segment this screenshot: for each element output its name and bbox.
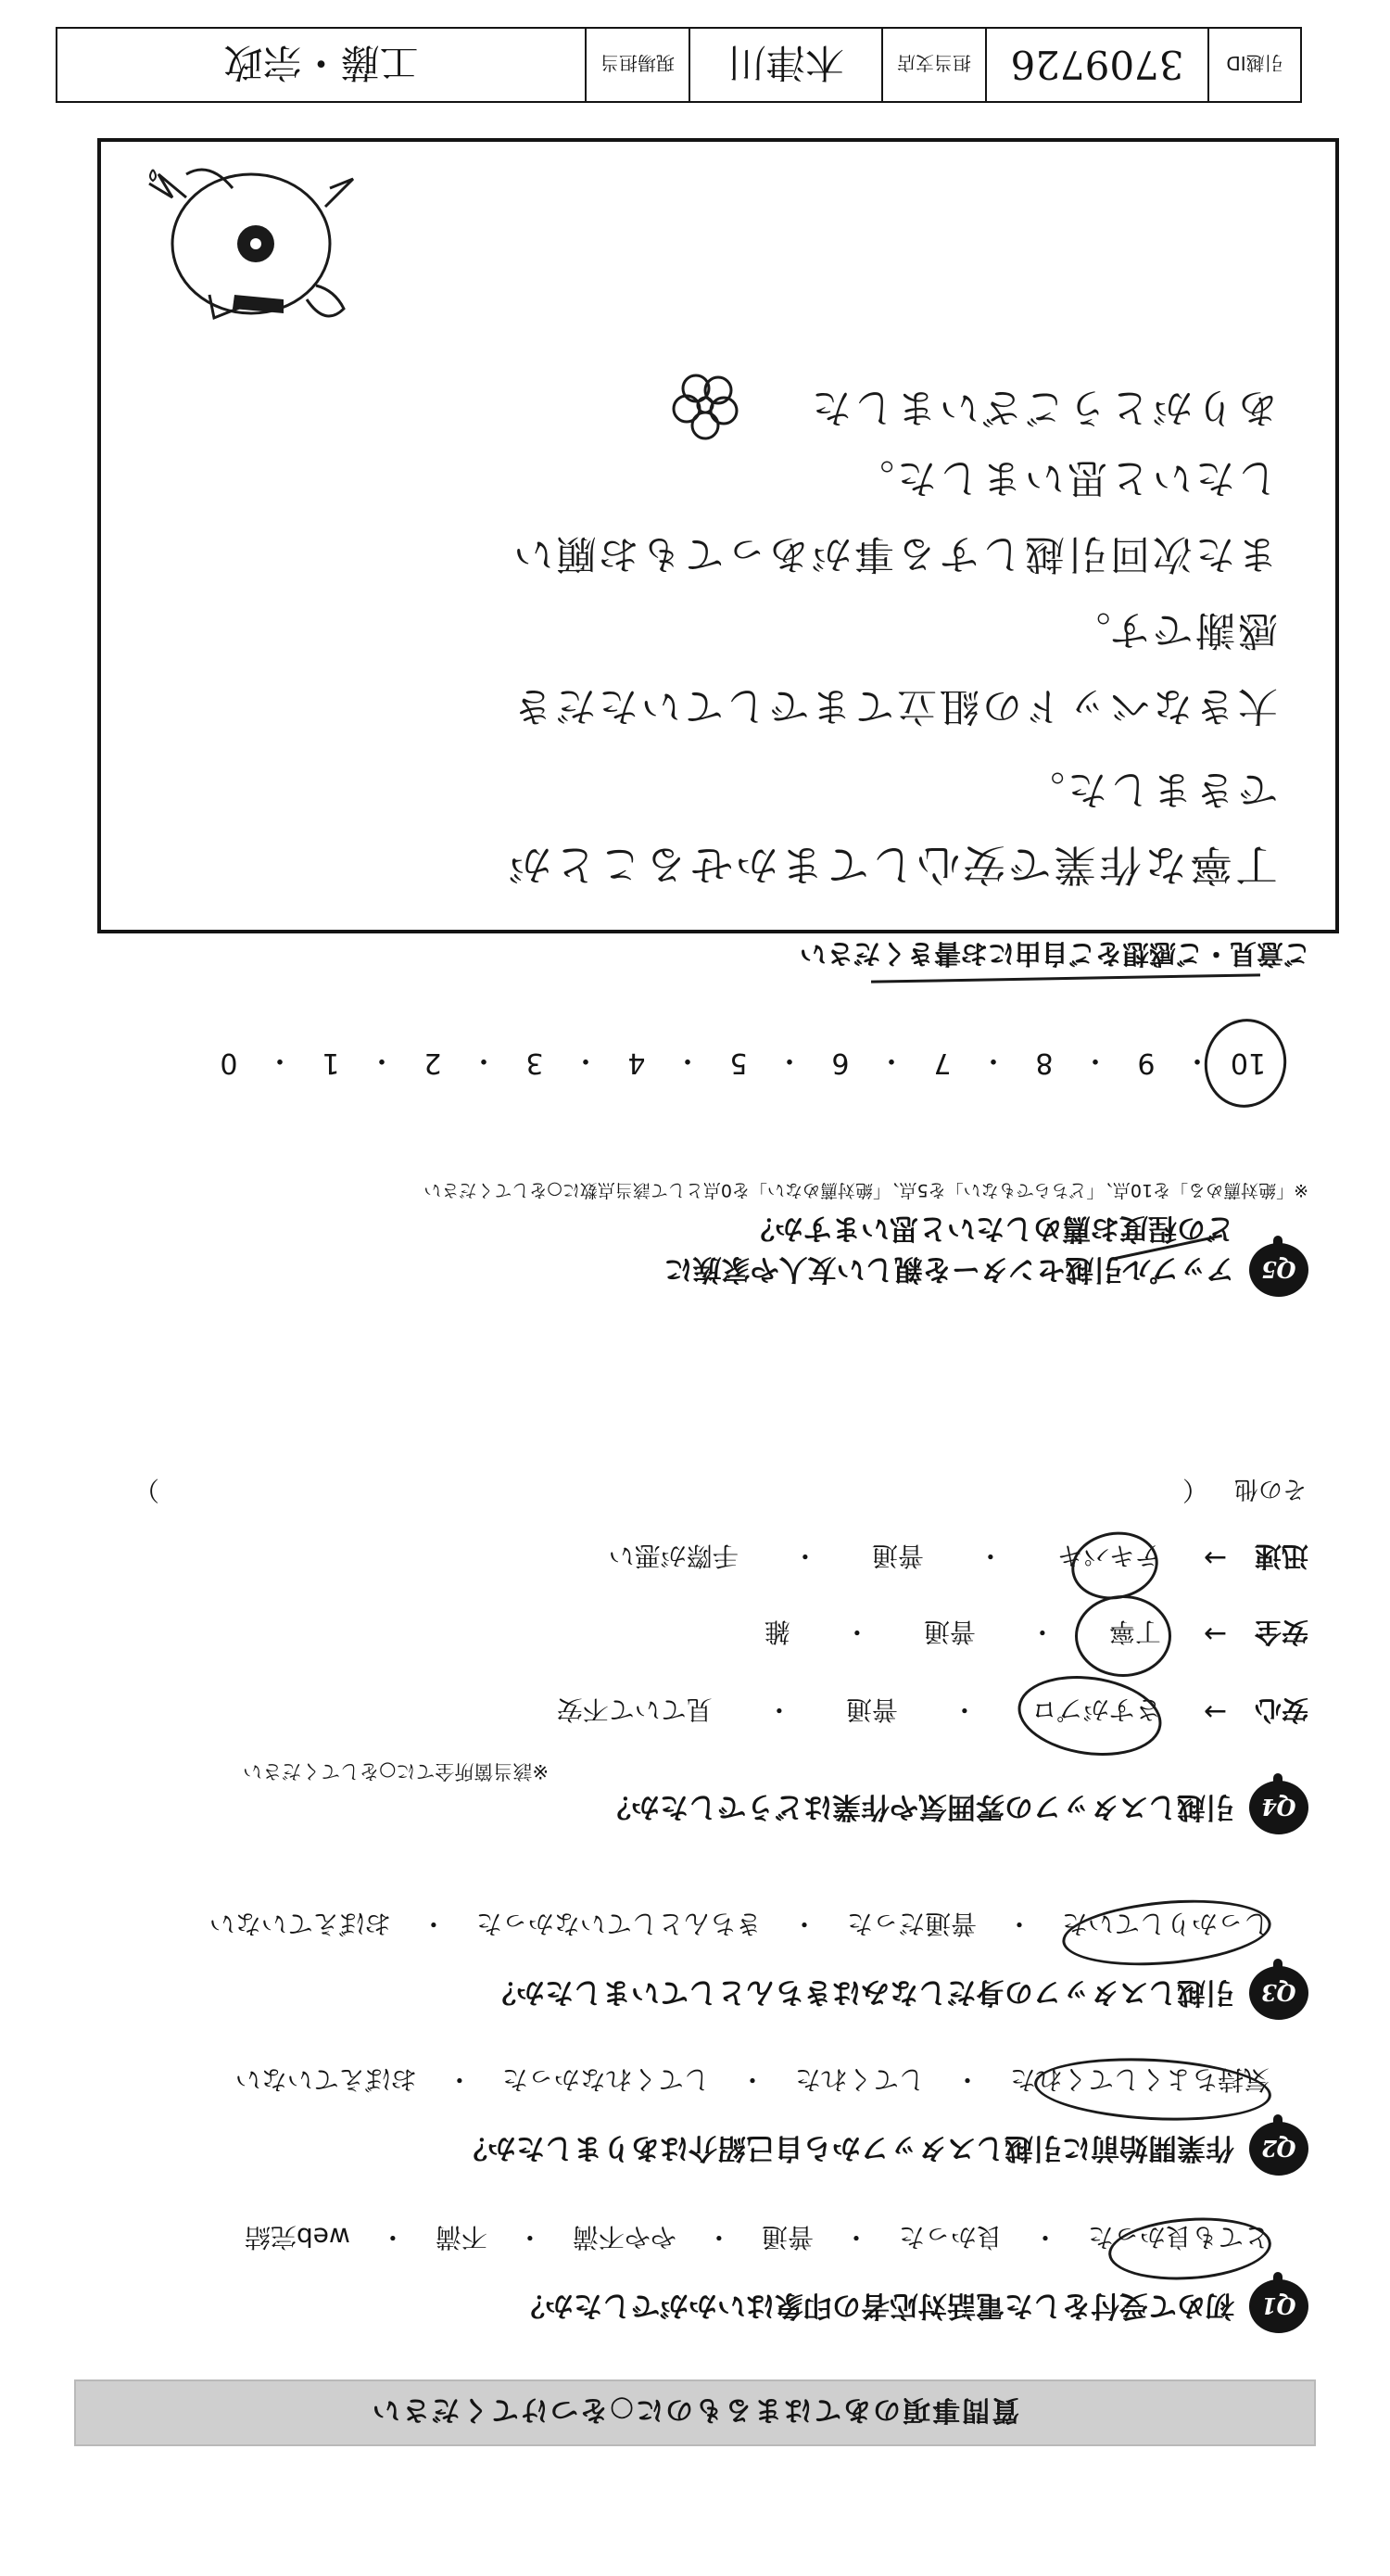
- q2-option-pleasant[interactable]: 気持ちよくしてくれた: [1009, 2064, 1270, 2095]
- q3-option-neat[interactable]: しっかりしていた: [1061, 1909, 1270, 1939]
- q3-badge: Q3: [1249, 1966, 1308, 2020]
- q1-badge: Q1: [1249, 2279, 1308, 2333]
- q3-options: しっかりしていた ・ 普通だった ・ きちんとしていなかった ・ おぼえていない: [208, 1907, 1271, 1944]
- q4-row-label: 迅速: [1254, 1541, 1308, 1572]
- q4-text: 引越しスタッフの雰囲気や作業はどうでしたか？: [602, 1790, 1234, 1823]
- q4-jinsoku-option-brisk[interactable]: テキパキ: [1056, 1541, 1161, 1572]
- comment-title: ご意見・ご感想をご自由にお書きください: [799, 938, 1310, 970]
- q4-anshin-option-normal[interactable]: 普通: [845, 1694, 898, 1726]
- answer-circle-q4-anzen: [1075, 1595, 1171, 1677]
- question-5: [48, 1111, 1308, 1297]
- q1-option-good[interactable]: 良かった: [898, 2222, 1003, 2252]
- q4-row-jinsoku: 迅速 → テキパキ ・ 普通 ・ 手際が悪い: [607, 1539, 1308, 1577]
- handwritten-line: 丁寧な作業で安心してまかせることが: [506, 840, 1278, 890]
- handwritten-line: また次回引越しする事があってもお願い: [511, 530, 1278, 577]
- scale-option-3[interactable]: 3: [525, 1047, 544, 1080]
- q4-anzen-option-rough[interactable]: 雑: [764, 1617, 790, 1648]
- q2-option-dont-remember[interactable]: おぼえていない: [234, 2064, 417, 2095]
- q3-text: 引越しスタッフの身だしなみはきちんとしていましたか？: [487, 1975, 1234, 2009]
- q4-row-other: [132, 1473, 1308, 1510]
- scale-option-4[interactable]: 4: [627, 1047, 646, 1080]
- scale-option-2[interactable]: 2: [423, 1047, 442, 1080]
- instruction-bar: 質問事項のあてはまるものに○をつけてください: [74, 2379, 1316, 2446]
- q1-option-normal[interactable]: 普通: [761, 2222, 814, 2252]
- q4-badge: Q4: [1249, 1781, 1308, 1834]
- handwritten-line: したいと思いました。: [852, 454, 1278, 501]
- q5-note: ※「絶対薦める」を10点、「どちらでもない」を5点、「絶対薦めない」を0点として該当点数に○をしてください: [423, 1180, 1308, 1200]
- q1-text: 初めて受付をした電話対応者の印象はいかがでしたか？: [516, 2289, 1234, 2322]
- scale-option-5[interactable]: 5: [729, 1047, 748, 1080]
- q2-text: 作業開始前に引越しスタッフから自己紹介はありましたか？: [459, 2131, 1234, 2164]
- q1-option-slightly-dissatisfied[interactable]: やや不満: [572, 2222, 676, 2252]
- handwritten-line: 大きなベッドの組立てまでしていただき: [511, 682, 1278, 729]
- q5-badge: Q5: [1249, 1243, 1308, 1297]
- q4-anzen-option-normal[interactable]: 普通: [923, 1617, 976, 1648]
- q2-badge: Q2: [1249, 2122, 1308, 2176]
- q4-anshin-option-pro[interactable]: さすがプロ: [1030, 1694, 1161, 1726]
- q1-options: とても良かった ・ 良かった ・ 普通 ・ やや不満 ・ 不満 ・ web完結: [243, 2220, 1271, 2257]
- q4-row-label: 安心: [1254, 1694, 1308, 1726]
- scale-option-8[interactable]: 8: [1035, 1047, 1054, 1080]
- scale-option-7[interactable]: 7: [933, 1047, 952, 1080]
- q4-row-label: 安全: [1254, 1617, 1308, 1648]
- handwritten-line: できました。: [1022, 766, 1278, 812]
- q5-text-line2: どの程度お薦めしたいと思いますか？: [746, 1212, 1234, 1245]
- q1-option-very-good[interactable]: とても良かった: [1087, 2222, 1270, 2252]
- handwritten-line: 感謝です。: [1068, 606, 1278, 653]
- q2-options: 気持ちよくしてくれた ・ してくれた ・ してくれなかった ・ おぼえていない: [234, 2062, 1271, 2100]
- character-doodle-icon: [140, 151, 372, 336]
- comment-box[interactable]: [97, 138, 1339, 933]
- q4-jinsoku-option-clumsy[interactable]: 手際が悪い: [608, 1541, 739, 1572]
- scale-option-1[interactable]: 1: [322, 1047, 340, 1080]
- q3-option-dont-remember[interactable]: おぼえていない: [208, 1909, 391, 1939]
- q4-other-close: ）: [133, 1475, 160, 1505]
- scale-option-9[interactable]: 9: [1137, 1047, 1156, 1080]
- id-label: 引越ID: [1207, 29, 1300, 101]
- arrow-right-icon: →: [1203, 1618, 1227, 1650]
- q2-option-no[interactable]: してくれなかった: [501, 2064, 710, 2095]
- scale-option-6[interactable]: 6: [831, 1047, 850, 1080]
- q4-jinsoku-option-normal[interactable]: 普通: [871, 1541, 924, 1572]
- q4-note: ※該当箇所全てに○をしてください: [243, 1760, 549, 1783]
- branch-value: 木津川: [689, 29, 881, 101]
- q4-row-anshin: 安心 → さすがプロ ・ 普通 ・ 見ていて不安: [555, 1693, 1308, 1731]
- pen-stroke: [871, 973, 1260, 983]
- q4-row-anzen: 安全 → 丁寧 ・ 普通 ・ 雑: [763, 1615, 1308, 1653]
- header-table: [56, 27, 1302, 103]
- q5-scale: 10 ・ 9 ・ 8 ・ 7 ・ 6 ・ 5 ・ 4 ・ 3 ・ 2 ・ 1 ・ 0: [202, 1043, 1275, 1084]
- arrow-right-icon: →: [1203, 1695, 1227, 1728]
- branch-label: 担当支店: [881, 29, 985, 101]
- arrow-right-icon: →: [1203, 1542, 1227, 1574]
- handwritten-line: ありがとうございました: [809, 384, 1278, 430]
- flower-doodle-icon: [668, 370, 742, 444]
- scale-option-0[interactable]: 0: [220, 1047, 238, 1080]
- staff-value: 工藤・宗政: [223, 40, 419, 85]
- q4-other-label: その他: [1233, 1475, 1307, 1504]
- q4-other-open: （: [1182, 1475, 1208, 1505]
- q4-anshin-option-uneasy[interactable]: 見ていて不安: [556, 1694, 713, 1726]
- q4-anzen-option-careful[interactable]: 丁寧: [1108, 1617, 1161, 1648]
- staff-label: 現場担当: [585, 29, 689, 101]
- q1-option-dissatisfied[interactable]: 不満: [435, 2222, 487, 2252]
- scale-option-10[interactable]: 10: [1230, 1047, 1267, 1080]
- q1-option-web[interactable]: web完結: [244, 2222, 350, 2252]
- q2-option-yes[interactable]: してくれた: [794, 2064, 925, 2095]
- id-value: 3709726: [985, 29, 1207, 101]
- q5-text-line1: アップル引越センターを親しい友人や家族に: [663, 1252, 1234, 1286]
- q3-option-untidy[interactable]: きちんとしていなかった: [475, 1909, 762, 1939]
- answer-circle-q5: [1196, 1011, 1295, 1115]
- q3-option-normal[interactable]: 普通だった: [846, 1909, 977, 1939]
